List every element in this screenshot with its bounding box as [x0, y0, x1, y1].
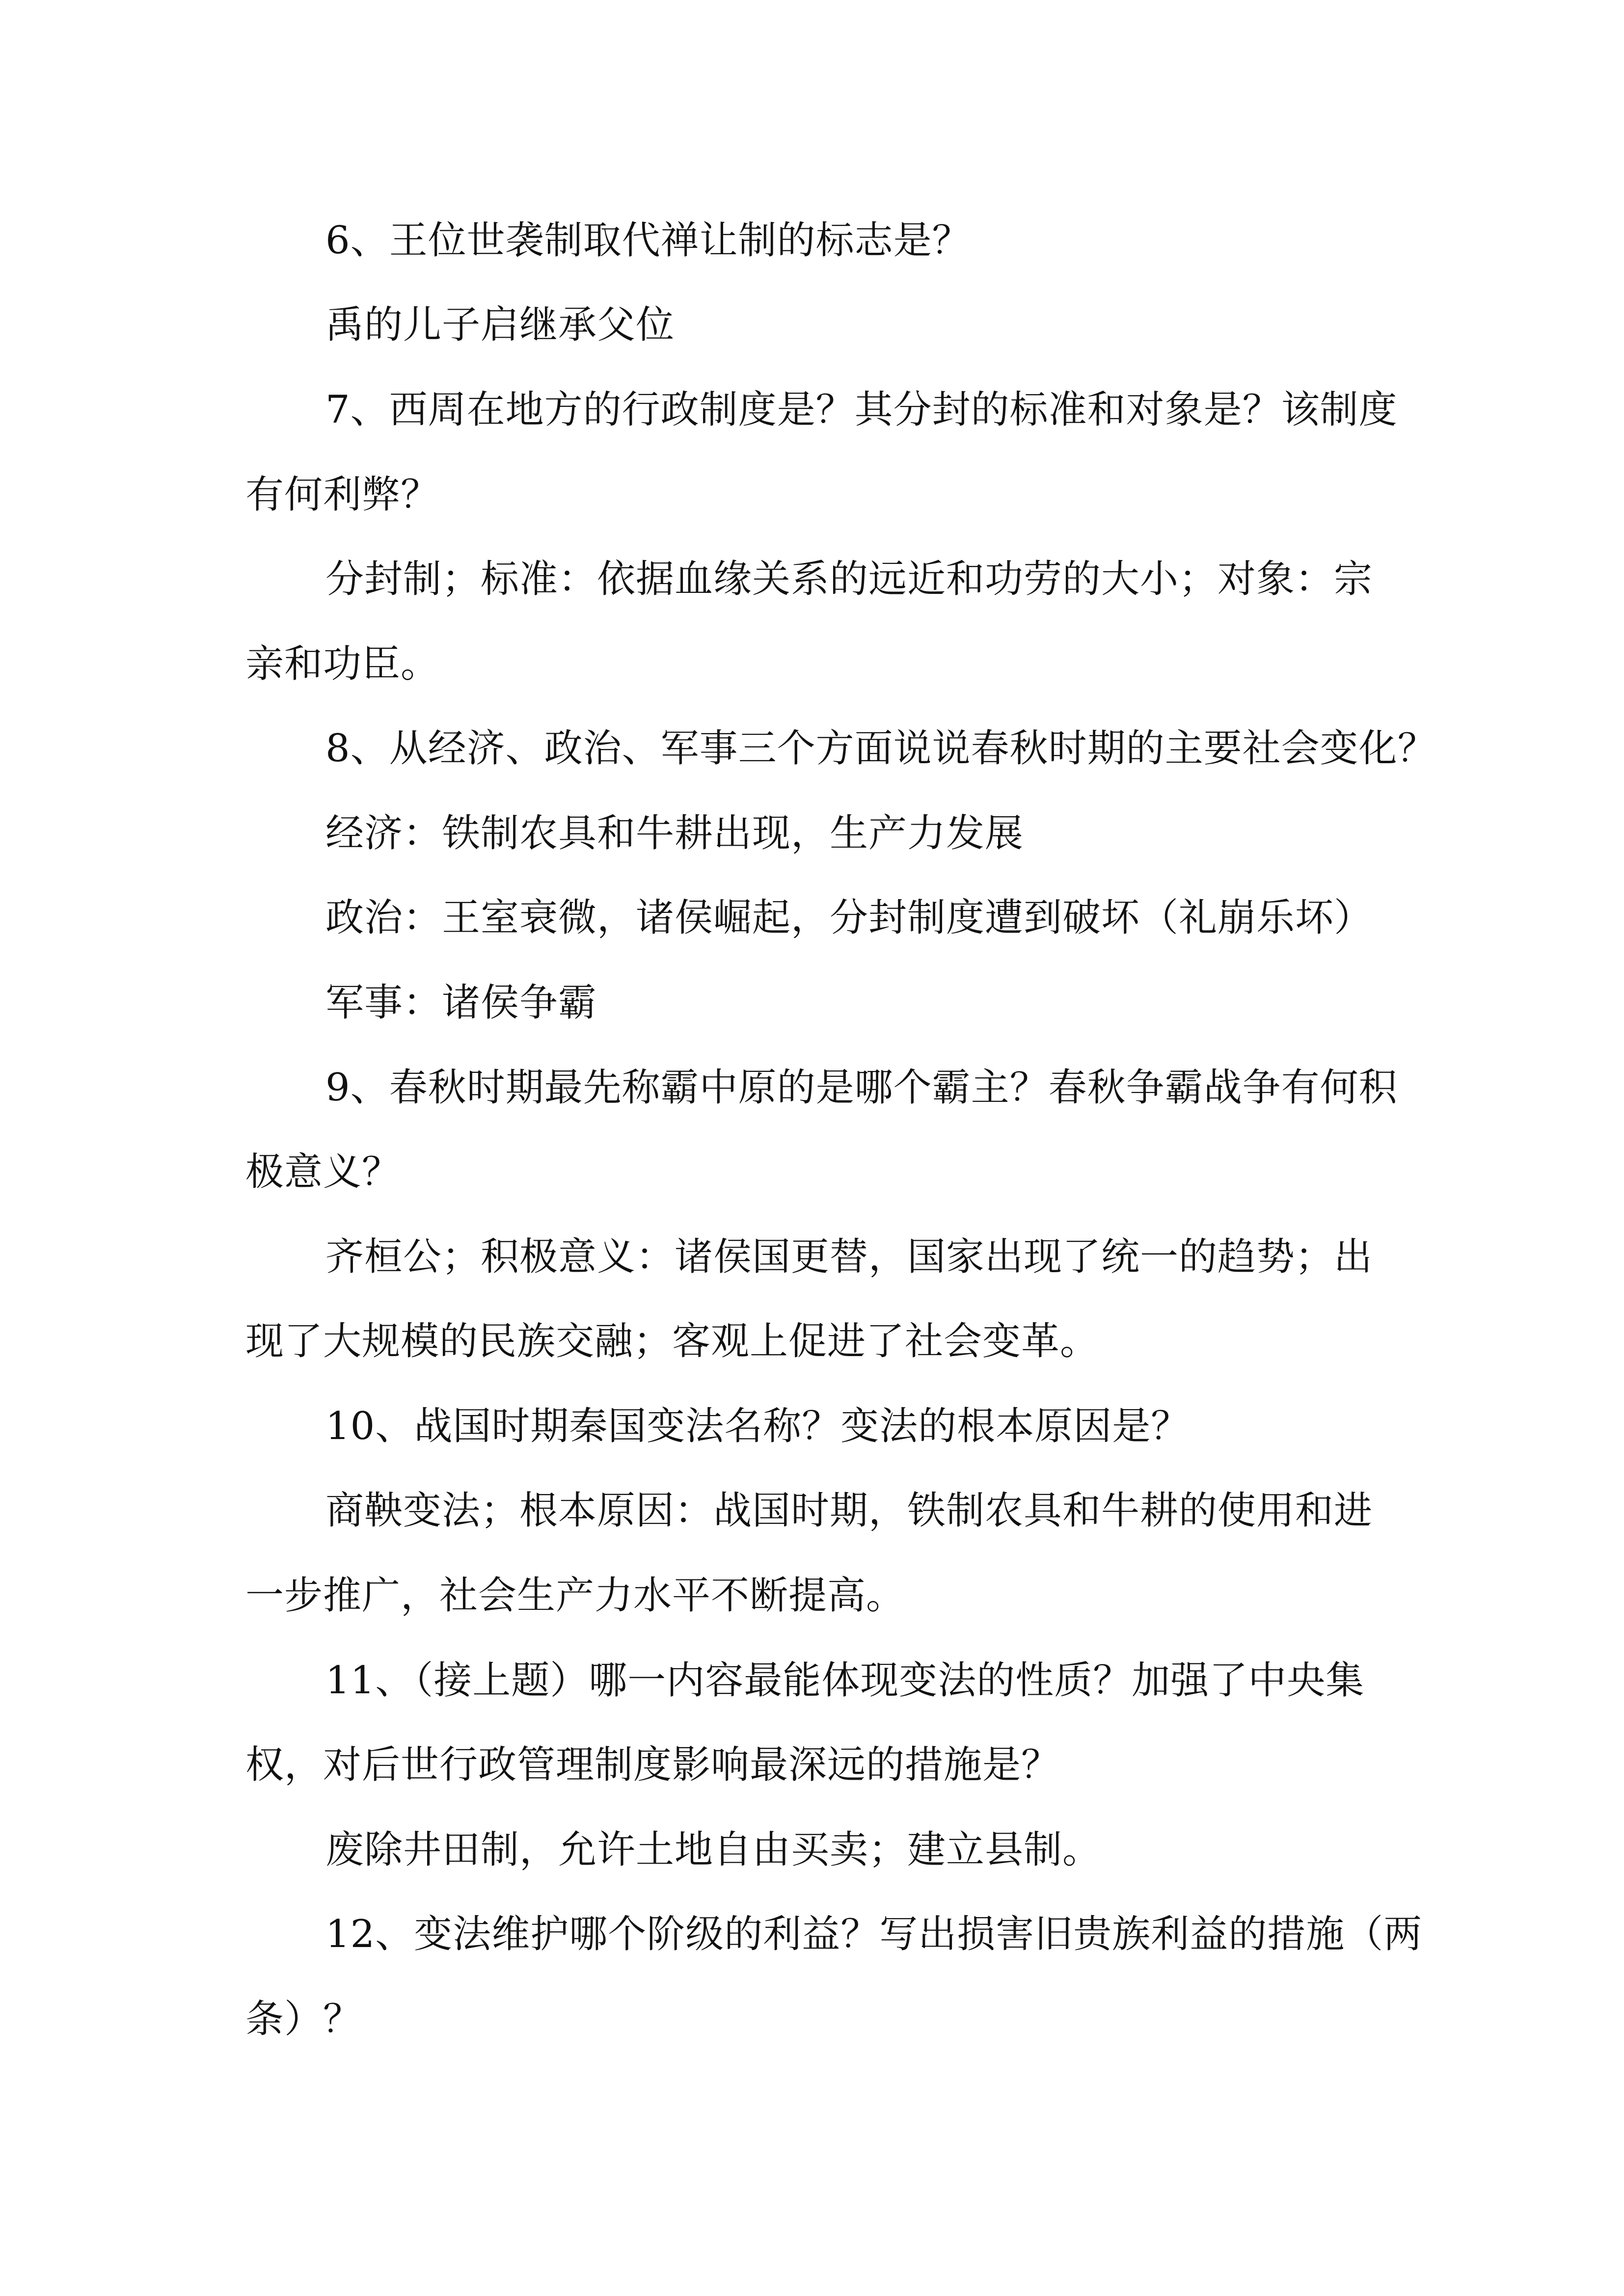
question-9-line-1: 9、春秋时期最先称霸中原的是哪个霸主？春秋争霸战争有何积	[325, 1066, 1398, 1110]
answer-9-line-1: 齐桓公；积极意义：诸侯国更替，国家出现了统一的趋势；出	[325, 1235, 1373, 1279]
question-11-line-2: 权，对后世行政管理制度影响最深远的措施是？	[245, 1743, 1060, 1787]
question-6: 6、王位世袭制取代禅让制的标志是？	[325, 218, 971, 263]
answer-7-line-1: 分封制；标准：依据血缘关系的远近和功劳的大小；对象：宗	[325, 557, 1373, 601]
answer-11: 废除井田制，允许土地自由买卖；建立县制。	[325, 1828, 1102, 1872]
question-7-line-2: 有何利弊？	[245, 473, 440, 517]
question-8: 8、从经济、政治、军事三个方面说说春秋时期的主要社会变化？	[325, 726, 1436, 771]
question-7-line-1: 7、西周在地方的行政制度是？其分封的标准和对象是？该制度	[325, 388, 1398, 432]
answer-8-military: 军事：诸侯争霸	[325, 981, 597, 1025]
question-9-line-2: 极意义？	[245, 1150, 401, 1194]
question-12-line-2: 条）？	[245, 1997, 362, 2041]
question-11-line-1: 11、（接上题）哪一内容最能体现变法的性质？加强了中央集	[325, 1658, 1365, 1703]
answer-8-politics: 政治：王室衰微，诸侯崛起，分封制度遭到破坏（礼崩乐坏）	[325, 896, 1373, 940]
answer-10-line-2: 一步推广，社会生产力水平不断提高。	[245, 1574, 905, 1618]
answer-10-line-1: 商鞅变法；根本原因：战国时期，铁制农具和牛耕的使用和进	[325, 1489, 1373, 1533]
answer-8-economy: 经济：铁制农具和牛耕出现，生产力发展	[325, 811, 1024, 855]
answer-7-line-2: 亲和功臣。	[245, 642, 440, 686]
question-10: 10、战国时期秦国变法名称？变法的根本原因是？	[325, 1404, 1190, 1448]
question-12-line-1: 12、变法维护哪个阶级的利益？写出损害旧贵族利益的措施（两	[325, 1912, 1423, 1956]
answer-6: 禹的儿子启继承父位	[325, 303, 675, 347]
answer-9-line-2: 现了大规模的民族交融；客观上促进了社会变革。	[245, 1319, 1099, 1363]
